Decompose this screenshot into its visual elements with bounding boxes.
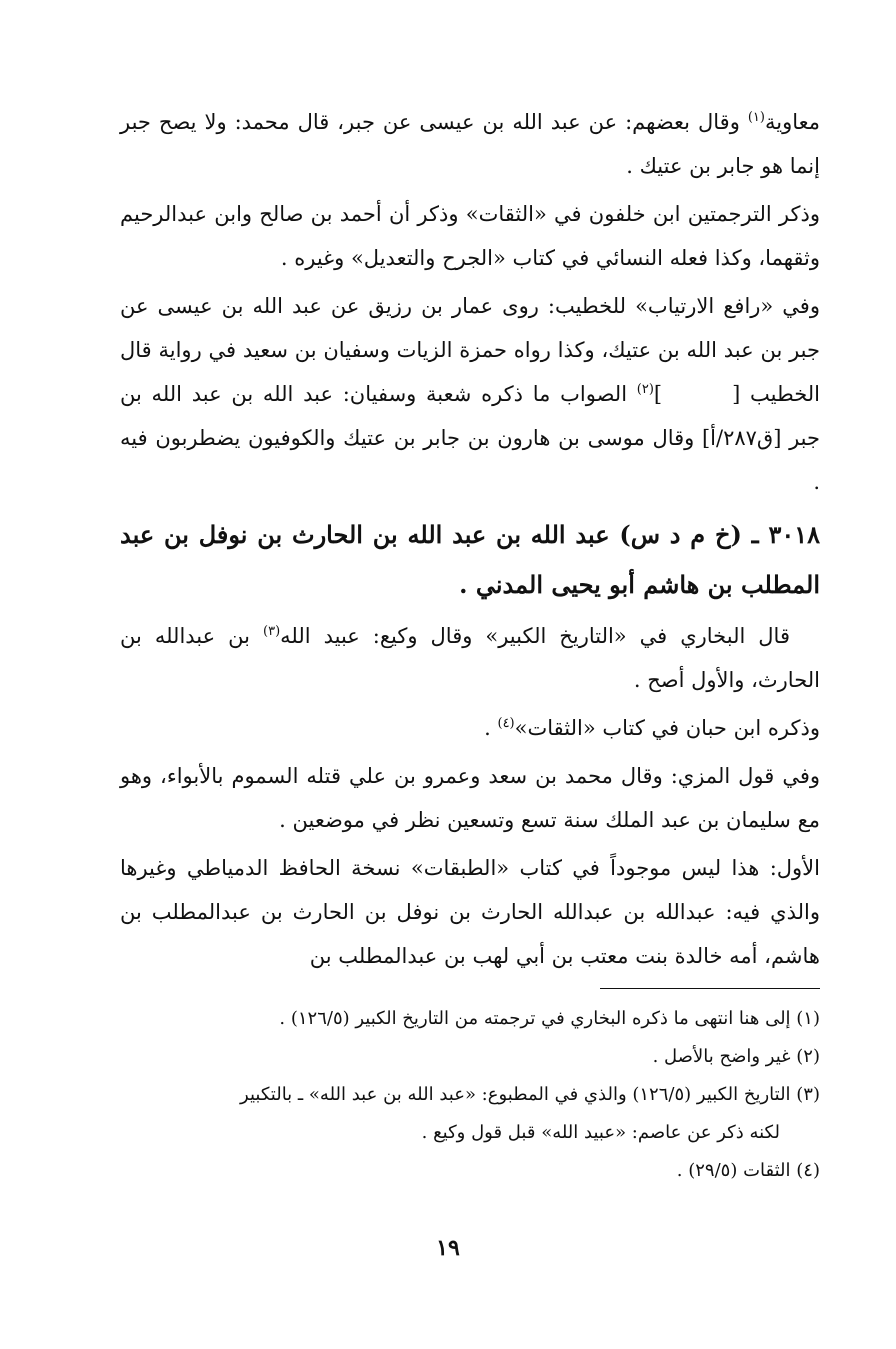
paragraph-text: وذكره ابن حبان في كتاب «الثقات» xyxy=(514,716,820,740)
paragraph-tabaqat: الأول: هذا ليس موجوداً في كتاب «الطبقات» نسخة الحافظ الدمياطي وغيرها والذي فيه: عبدالله بن عبدالله الحارث بن نوفل بن الحارث بن عبدالمطلب بن هاشم، أمه خالدة بنت معتب بن أبي لهب بن عبدالمطلب بن xyxy=(120,856,820,968)
footnote-ref-1[interactable]: (١) xyxy=(747,110,765,125)
paragraph-text: وقال بعضهم: عن عبد الله بن عيسى عن جبر، قال محمد: ولا يصح جبر إنما هو جابر بن عتيك . xyxy=(120,110,820,178)
footnote-ref-4[interactable]: (٤) xyxy=(497,716,515,731)
footnote-1: (١) إلى هنا انتهى ما ذكره البخاري في ترجمته من التاريخ الكبير (١٢٦/٥) . xyxy=(279,1008,820,1029)
paragraph-text: معاوية xyxy=(764,110,820,134)
footnote-2: (٢) غير واضح بالأصل . xyxy=(652,1046,820,1067)
footnote-separator xyxy=(600,988,820,989)
paragraph-bukhari xyxy=(120,614,820,702)
footnote-ref-3[interactable]: (٣) xyxy=(263,624,281,639)
paragraph-mizzi: وفي قول المزي: وقال محمد بن سعد وعمرو بن علي قتله السموم بالأبواء، وهو مع سليمان بن عبد الملك سنة تسع وتسعين نظر في موضعين . xyxy=(120,764,821,832)
paragraph-muawiya xyxy=(120,100,820,188)
footnote-3-continuation: لكنه ذكر عن عاصم: «عبيد الله» قبل قول وكيع . xyxy=(421,1122,780,1143)
paragraph-ibn-hibban xyxy=(120,706,820,750)
paragraph-text: قال البخاري في «التاريخ الكبير» وقال وكيع: عبيد الله xyxy=(280,624,790,648)
paragraph-text: الصواب ما ذكره شعبة وسفيان: عبد الله بن عبد الله بن جبر [ق٢٨٧/أ] وقال موسى بن هارون بن جابر بن عتيك والكوفيون يضطربون فيه . xyxy=(120,382,820,494)
page-number: ١٩ xyxy=(436,1235,460,1261)
paragraph-rafi-al-irtiyab xyxy=(120,284,820,504)
paragraph-text: بن عبدالله بن الحارث، والأول أصح . xyxy=(120,624,820,692)
footnote-ref-2[interactable]: (٢) xyxy=(636,382,654,397)
bracket-close: ] xyxy=(653,382,663,406)
paragraph-text: وفي «رافع الارتياب» للخطيب: روى عمار بن رزيق عن عبد الله بن عيسى عن جبر بن عبد الله بن عتيك، وكذا رواه حمزة الزيات وسفيان بن سعيد في رواية قال الخطيب [ xyxy=(120,294,821,406)
paragraph-ibn-khalfun: وذكر الترجمتين ابن خلفون في «الثقات» وذكر أن أحمد بن صالح وابن عبدالرحيم وثقهما، وكذا فعله النسائي في كتاب «الجرح والتعديل» وغيره . xyxy=(120,202,820,270)
footnote-4: (٤) الثقات (٢٩/٥) . xyxy=(676,1160,820,1181)
main-text xyxy=(120,100,820,982)
footnote-3: (٣) التاريخ الكبير (١٢٦/٥) والذي في المطبوع: «عبد الله بن عبد الله» ـ بالتكبير xyxy=(240,1084,820,1105)
footnotes xyxy=(120,1000,820,1190)
entry-heading-3018: ٣٠١٨ ـ (خ م د س) عبد الله بن عبد الله بن الحارث بن نوفل بن عبد المطلب بن هاشم أبو يحيى المدني . xyxy=(120,520,820,599)
paragraph-text: . xyxy=(484,716,498,740)
